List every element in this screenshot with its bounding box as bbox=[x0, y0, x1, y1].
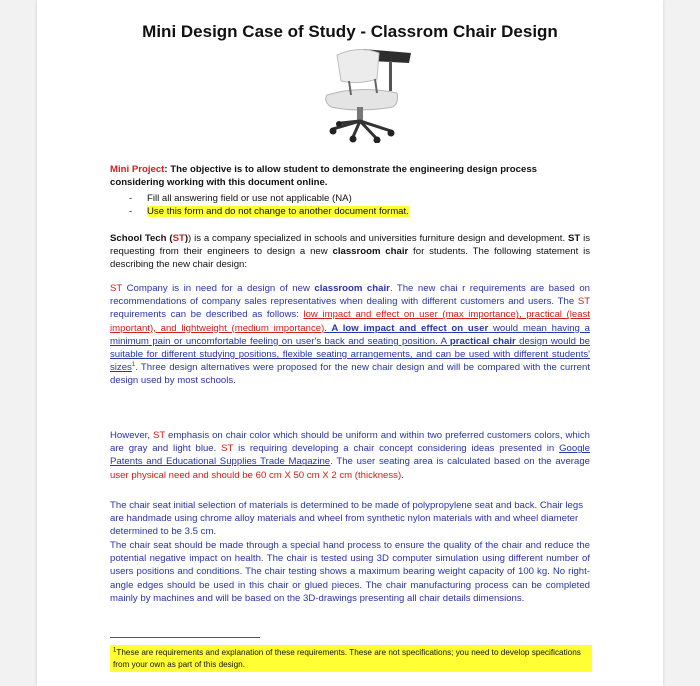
list-item: - Use this form and do not change to another document format. bbox=[129, 206, 409, 217]
classroom-chair-with-tablet-arm bbox=[319, 45, 415, 143]
mini-project-paragraph bbox=[110, 163, 590, 189]
mini-project-label: Mini Project bbox=[110, 164, 165, 175]
footnote-divider bbox=[110, 637, 260, 638]
list-item: - Fill all answering field or use not applicable (NA) bbox=[129, 193, 352, 204]
instruction-list bbox=[129, 192, 599, 218]
page-title: Mini Design Case of Study - Classrom Chair Design bbox=[142, 22, 558, 41]
materials-paragraph: The chair seat initial selection of materials is determined to be made of polypropylene seat and back. Chair legs are handmade using chrome alloy materials and wheel from synthetic nylon materials with and wheel diameter determined to be 3.5 cm. bbox=[110, 500, 584, 538]
footnote: $^1$These are requirements and explanation of these requirements. These are not specifications; you need to develop specifications from your own as part of this design. bbox=[110, 645, 592, 672]
manufacturing-paragraph: The chair seat should be made through a special hand process to ensure the quality of the chair and reduce the potential negative impact on health. The chair is tested using 3D computer simulation using different number of users positions and conditions. The chair testing shows a maximum bearing weight capacity of 100 kg. No right-angle edges should be used in this chair or glued pieces. The chair manufacturing process can be completed mainly by machines and will be based on the 3D-drawings presenting all chair details dimensions. bbox=[110, 540, 590, 604]
document-page bbox=[37, 0, 663, 686]
color-paragraph: However, ST emphasis on chair color which should be uniform and within two preferred customers colors, which are gray and light blue. ST is requiring developing a chair concept considering ideas presented in Google Patents and Educational Supplies Trade Magazine. The user seating area is calculated based on the average user physical need and should be 60 cm X 50 cm X 2 cm (thickness). bbox=[110, 430, 591, 481]
school-tech-paragraph: School Tech (ST)) is a company specialized in schools and universities furniture design and development. ST is requesting from their engineers to design a new classroom chair for students. The following statement is describing the new chair design: bbox=[110, 233, 591, 271]
requirements-link[interactable]: low impact and effect on user (max importance), practical (least important), and lightweight (medium importance) bbox=[110, 309, 590, 334]
reference-link[interactable]: Google Patents and Educational Supplies Trade Magazine bbox=[110, 443, 590, 468]
requirements-paragraph: ST Company is in need for a design of new classroom chair. The new chai r requirements are based on recommendations of company sales representatives when dealing with different customers and users. The ST requirements can be described as follows: low impact and effect on user (max importance), practical (least important), and lightweight (medium importance). A low impact and effect on user would mean having a minimum pain or uncomfortable feeling on user's back and seating position. A practical chair design would be suitable for different studying positions, flexible seating arrangements, and can be used with different students' sizes$^1$. Three design alternatives were proposed for the new chair design and will be compared with the current design used by most schools. bbox=[110, 283, 591, 387]
mini-project-text: : The objective is to allow student to demonstrate the engineering design process considering working with this document online. bbox=[110, 164, 537, 189]
